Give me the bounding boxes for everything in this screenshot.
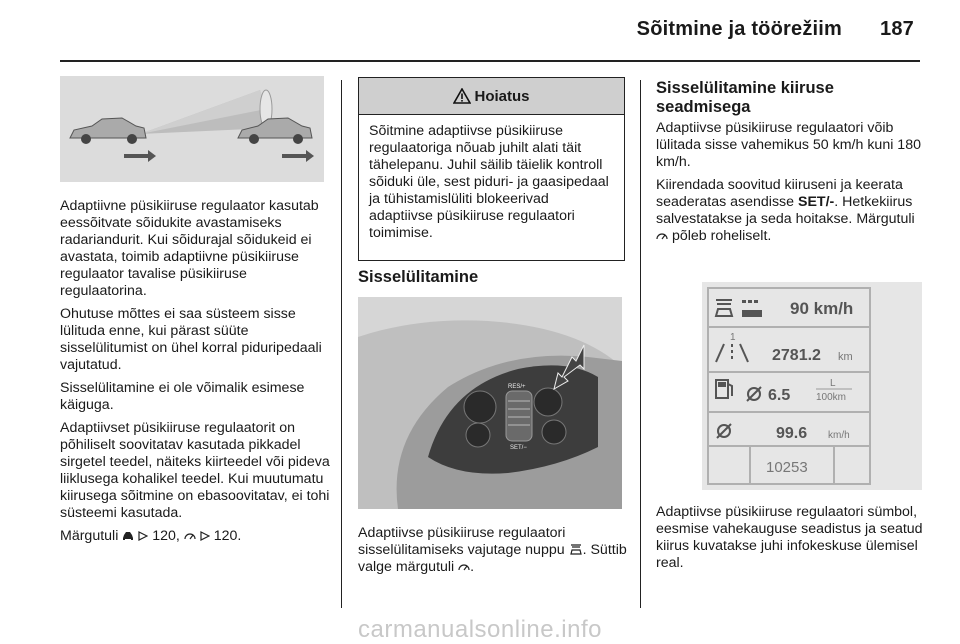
column-divider xyxy=(640,80,641,608)
paragraph: Sisselülitamine ei ole võimalik esimese käiguga. xyxy=(60,380,305,413)
column-divider xyxy=(341,80,342,608)
paragraph: Adaptiivne püsikiiruse regulaator kasutab eessõitvate sõidukite avastamiseks radariandurit. Kui sõidurajal sõidukeid ei avastata, toimib adaptiivne püsikiiruse regulaator tavalise püsikiiruse regulaatorina. xyxy=(60,198,319,299)
page-header xyxy=(637,18,914,41)
display-caption xyxy=(656,504,928,578)
speedometer-icon xyxy=(184,531,196,541)
average-speed: 99.6 xyxy=(776,425,808,442)
warning-header xyxy=(359,78,624,115)
paragraph-text: Kiirendada soovitud kiiruseni ja keerata seaderatas asendisse xyxy=(656,177,903,210)
symbol-line-prefix: Märgutuli xyxy=(60,528,119,544)
gap-index: 1 xyxy=(730,332,736,343)
column-3-text xyxy=(656,120,928,251)
warning-title: Hoiatus xyxy=(474,87,530,105)
odometer: 10253 xyxy=(766,459,808,476)
warning-text: Sõitmine adaptiivse püsikiiruse regulaatoriga nõuab juhilt alati täit tähelepanu. Juhil säilib täielik kontroll sõiduki üle, sest piduri- ja gaasipedaal ja tühistamislüliti blokeerivad adaptiivse püsikiiruse regulaatori toimimise. xyxy=(369,123,609,241)
consumption-unit-top: L xyxy=(830,378,836,389)
steering-wheel-illustration xyxy=(358,297,622,509)
wheel-label-set: SET/− xyxy=(510,445,527,451)
radar-illustration xyxy=(60,76,324,182)
caption-text: . Süttib valge märgutuli xyxy=(358,542,627,575)
column-1-text xyxy=(60,198,330,551)
header-rule xyxy=(60,60,920,62)
section-heading: Sisselülitamine xyxy=(358,268,479,286)
paragraph-text: . Hetkekiirus salvestatakse ja seda hoitakse. Märgutuli xyxy=(656,194,915,227)
caption-text: Adaptiivse püsikiiruse regulaatori sümbol, eesmise vahekauguse seadistus ja seatud kiirus kuvatakse juhi infokeskuse ülemisel real. xyxy=(656,504,923,571)
symbol-reference-line xyxy=(60,528,330,545)
average-consumption: 6.5 xyxy=(768,387,791,404)
control-label: SET/- xyxy=(797,194,835,210)
warning-triangle-icon xyxy=(453,88,471,104)
consumption-unit-bottom: 100km xyxy=(816,392,847,403)
paragraph xyxy=(656,177,928,245)
speedometer-icon xyxy=(656,231,668,241)
page-reference: 120. xyxy=(213,528,242,544)
wheel-caption xyxy=(358,525,628,582)
caption-text: Adaptiivse püsikiiruse regulaatori sisselülitamiseks vajutage nuppu xyxy=(358,525,566,558)
paragraph: Adaptiivse püsikiiruse regulaatori võib lülitada sisse vahemikus 50 km/h kuni 180 km/h. xyxy=(656,120,921,170)
set-speed: 90 km/h xyxy=(790,299,854,318)
speedometer-icon xyxy=(458,562,470,572)
paragraph-text: põleb roheliselt. xyxy=(671,228,772,244)
driver-info-display xyxy=(702,282,922,490)
page-reference-icon xyxy=(200,531,210,541)
trip-distance: 2781.2 xyxy=(772,347,821,364)
caption-text: . xyxy=(470,559,475,575)
page-reference: 120, xyxy=(152,528,180,544)
page-number: 187 xyxy=(880,18,914,40)
watermark: carmanualsonline.info xyxy=(358,616,602,643)
header-title: Sõitmine ja töörežiim xyxy=(636,18,843,40)
paragraph: Adaptiivset püsikiiruse regulaatorit on põhiliselt soovitatav kasutada pikkadel sirgetel teedel, näiteks kiirteedel või pideva liiklusega kohalikel teedel. Kui muutumatu kiirusega sõitmine on ebasoovitatav, ei tohi süsteemi kasutada. xyxy=(60,420,330,521)
car-icon xyxy=(122,531,134,541)
adaptive-cruise-car-icon xyxy=(569,543,583,555)
warning-box xyxy=(358,77,625,261)
page-reference-icon xyxy=(138,531,148,541)
wheel-label-res: RES/+ xyxy=(508,384,526,390)
section-heading: Sisselülitamine kiiruse seadmisega xyxy=(656,79,834,116)
average-speed-unit: km/h xyxy=(828,430,850,441)
trip-distance-unit: km xyxy=(838,351,853,363)
paragraph: Ohutuse mõttes ei saa süsteem sisse lülituda enne, kui pärast süüte sisselülitumist on ühel korral piduripedaali vajutatud. xyxy=(60,306,322,373)
